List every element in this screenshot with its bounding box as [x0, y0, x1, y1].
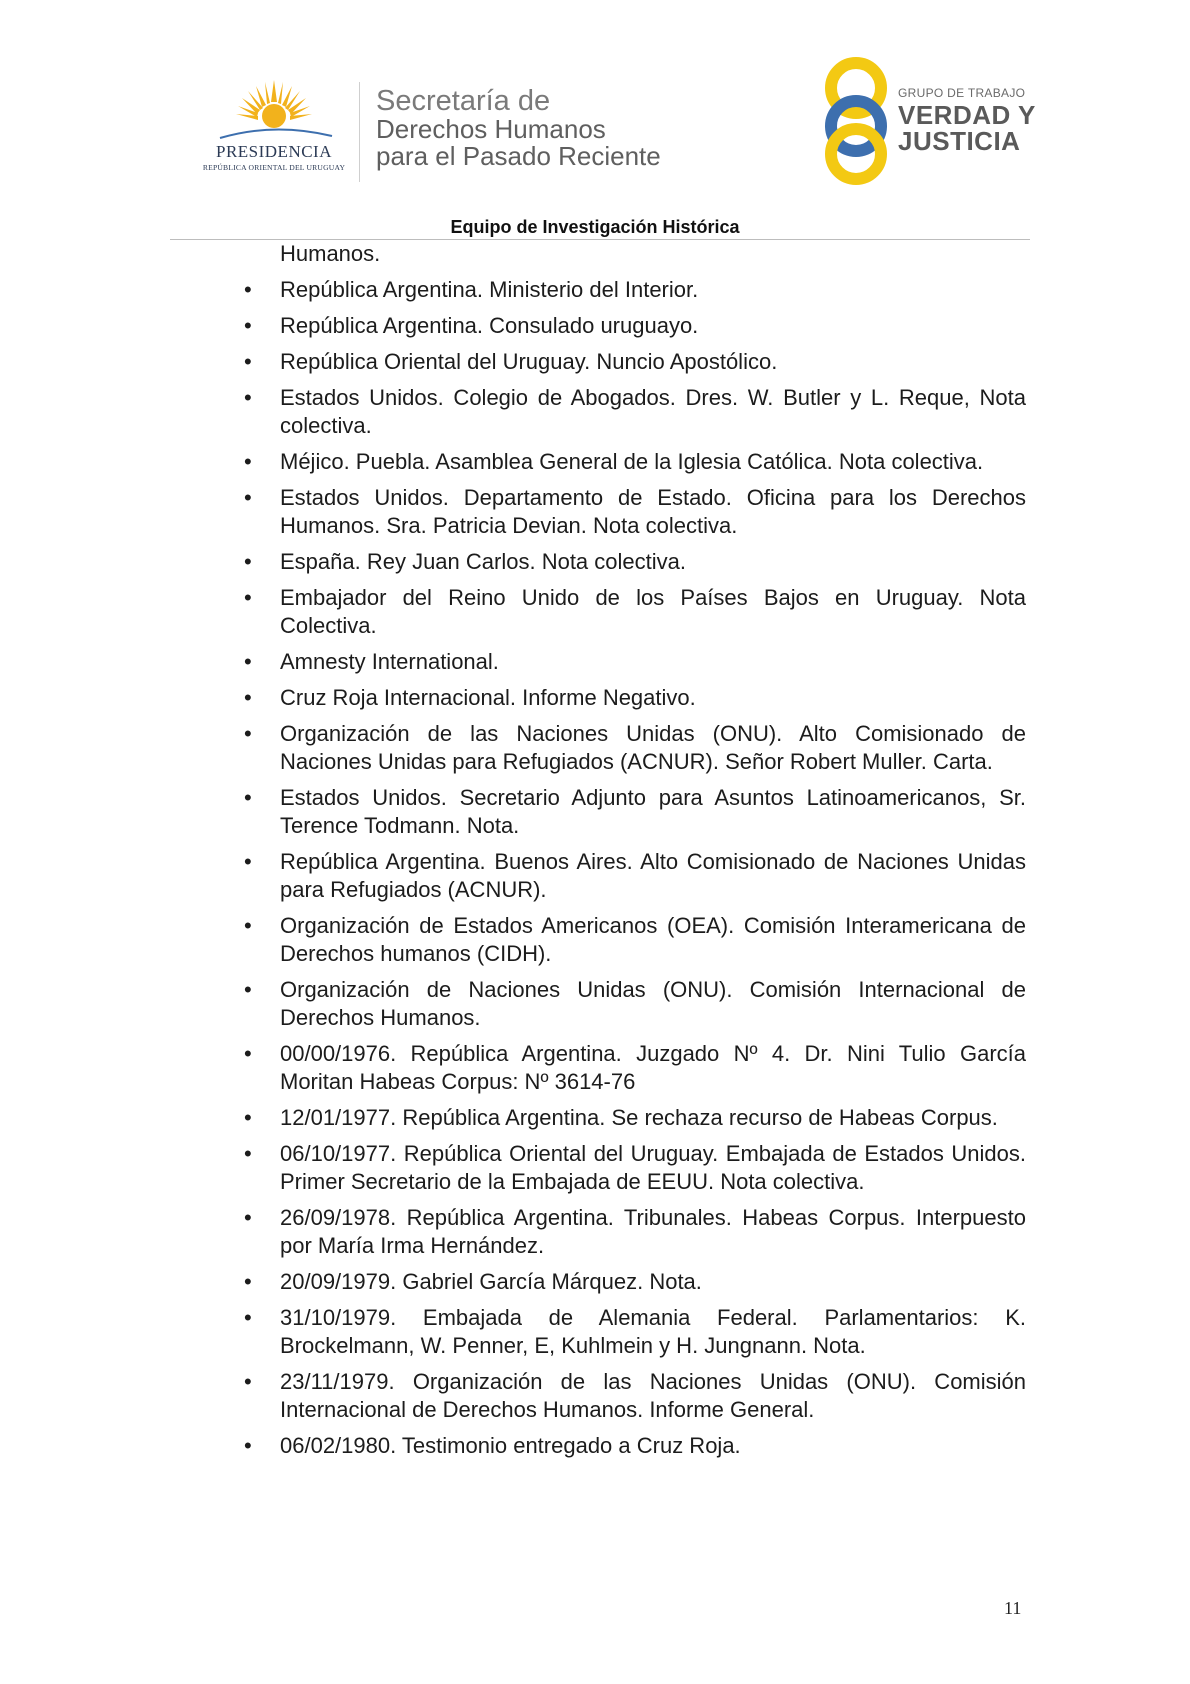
- list-item-text: España. Rey Juan Carlos. Nota colectiva.: [280, 549, 686, 574]
- list-item: [244, 648, 1026, 676]
- sun-icon: [196, 78, 352, 142]
- bullet-icon: •: [244, 1305, 252, 1330]
- bullet-icon: •: [244, 977, 252, 1002]
- list-item-text: 06/02/1980. Testimonio entregado a Cruz Roja.: [280, 1433, 741, 1458]
- page-header: [0, 0, 1190, 240]
- list-item: [244, 348, 1026, 376]
- bullet-icon: •: [244, 649, 252, 674]
- list-item: [244, 1304, 1026, 1360]
- rings-icon: [818, 56, 894, 186]
- list-item: [244, 1432, 1026, 1460]
- list-item-text: Méjico. Puebla. Asamblea General de la Iglesia Católica. Nota colectiva.: [280, 449, 984, 474]
- list-item-text: República Argentina. Consulado uruguayo.: [280, 313, 699, 338]
- list-item: [244, 976, 1026, 1032]
- bullet-icon: •: [244, 585, 252, 610]
- list-item: [244, 848, 1026, 904]
- presidencia-subtitle: REPÚBLICA ORIENTAL DEL URUGUAY: [202, 163, 346, 172]
- list-item-text: Cruz Roja Internacional. Informe Negativo.: [280, 685, 696, 710]
- list-item: [244, 1268, 1026, 1296]
- list-item-text: República Argentina. Ministerio del Interior.: [280, 277, 699, 302]
- list-item-text: Estados Unidos. Colegio de Abogados. Dres. W. Butler y L. Reque, Nota colectiva.: [280, 385, 1026, 438]
- list-item: [244, 312, 1026, 340]
- grupo-verdad-justicia-logo: [818, 56, 1038, 186]
- list-item: [244, 548, 1026, 576]
- list-item-text: 20/09/1979. Gabriel García Márquez. Nota.: [280, 1269, 702, 1294]
- list-item: [244, 484, 1026, 540]
- page-number: 11: [1004, 1598, 1022, 1618]
- secretaria-line-3: para el Pasado Reciente: [376, 141, 661, 171]
- list-item: [244, 784, 1026, 840]
- list-item: [244, 1040, 1026, 1096]
- bullet-icon: •: [244, 685, 252, 710]
- bullet-icon: •: [244, 721, 252, 746]
- list-item-text: 31/10/1979. Embajada de Alemania Federal. Parlamentarios: K. Brockelmann, W. Penner, E, Kuhlmein y H. Jungnann. Nota.: [280, 1305, 1026, 1358]
- list-item: [244, 720, 1026, 776]
- list-item-text: 26/09/1978. República Argentina. Tribunales. Habeas Corpus. Interpuesto por María Irma Hernández.: [280, 1205, 1026, 1258]
- secretaria-line-1: Secretaría de: [376, 85, 551, 117]
- list-item-text: Estados Unidos. Departamento de Estado. Oficina para los Derechos Humanos. Sra. Patricia Devian. Nota colectiva.: [280, 485, 1026, 538]
- bullet-icon: •: [244, 313, 252, 338]
- list-item-text: 06/10/1977. República Oriental del Uruguay. Embajada de Estados Unidos. Primer Secretario de la Embajada de EEUU. Nota colectiva.: [280, 1141, 1026, 1194]
- list-item-text: Amnesty International.: [280, 649, 499, 674]
- list-item-text: 23/11/1979. Organización de las Naciones Unidas (ONU). Comisión Internacional de Derechos Humanos. Informe General.: [280, 1369, 1026, 1422]
- bullet-icon: •: [244, 1369, 252, 1394]
- bullet-icon: •: [244, 449, 252, 474]
- list-item: [244, 1104, 1026, 1132]
- bullet-icon: •: [244, 549, 252, 574]
- presidencia-name: PRESIDENCIA: [215, 142, 332, 161]
- secretaria-line-2: Derechos Humanos: [376, 114, 606, 144]
- bullet-icon: •: [244, 1433, 252, 1458]
- secretaria-logo-text: [376, 86, 661, 170]
- list-item-text: Embajador del Reino Unido de los Países Bajos en Uruguay. Nota Colectiva.: [280, 585, 1026, 638]
- team-heading: Equipo de Investigación Histórica: [450, 217, 740, 237]
- list-item: [244, 584, 1026, 640]
- bullet-icon: •: [244, 913, 252, 938]
- list-item-text: 12/01/1977. República Argentina. Se rechaza recurso de Habeas Corpus.: [280, 1105, 998, 1130]
- bullet-icon: •: [244, 849, 252, 874]
- presidencia-logo: [196, 78, 356, 178]
- list-item: [244, 1368, 1026, 1424]
- gt-title-line-2: JUSTICIA: [898, 126, 1021, 156]
- list-item-text: República Oriental del Uruguay. Nuncio Apostólico.: [280, 349, 778, 374]
- list-item-text: Organización de Estados Americanos (OEA). Comisión Interamericana de Derechos humanos (CIDH).: [280, 913, 1026, 966]
- bullet-icon: •: [244, 785, 252, 810]
- reference-list: [244, 276, 1026, 1460]
- continued-text: Humanos.: [280, 241, 381, 266]
- bullet-icon: •: [244, 277, 252, 302]
- bullet-icon: •: [244, 1205, 252, 1230]
- list-item: [244, 448, 1026, 476]
- bullet-icon: •: [244, 1141, 252, 1166]
- list-item: [244, 912, 1026, 968]
- bullet-icon: •: [244, 1269, 252, 1294]
- list-item: [244, 684, 1026, 712]
- bullet-icon: •: [244, 385, 252, 410]
- bullet-icon: •: [244, 485, 252, 510]
- document-body: [244, 240, 1026, 1468]
- list-item-text: Estados Unidos. Secretario Adjunto para Asuntos Latinoamericanos, Sr. Terence Todmann. Nota.: [280, 785, 1026, 838]
- list-item-text: 00/00/1976. República Argentina. Juzgado Nº 4. Dr. Nini Tulio García Moritan Habeas Corpus: Nº 3614-76: [280, 1041, 1026, 1094]
- logo-divider: [359, 82, 360, 182]
- list-item: [244, 1204, 1026, 1260]
- bullet-icon: •: [244, 1105, 252, 1130]
- list-item-text: Organización de las Naciones Unidas (ONU). Alto Comisionado de Naciones Unidas para Refugiados (ACNUR). Señor Robert Muller. Carta.: [280, 721, 1026, 774]
- gt-small-label: GRUPO DE TRABAJO: [898, 86, 1026, 100]
- list-item-text: Organización de Naciones Unidas (ONU). Comisión Internacional de Derechos Humanos.: [280, 977, 1026, 1030]
- list-item: [244, 384, 1026, 440]
- bullet-icon: •: [244, 1041, 252, 1066]
- bullet-icon: •: [244, 349, 252, 374]
- gt-title-line-1: VERDAD Y: [898, 100, 1036, 130]
- list-item-text: República Argentina. Buenos Aires. Alto Comisionado de Naciones Unidas para Refugiados (ACNUR).: [280, 849, 1026, 902]
- list-item: [244, 276, 1026, 304]
- list-item: [244, 1140, 1026, 1196]
